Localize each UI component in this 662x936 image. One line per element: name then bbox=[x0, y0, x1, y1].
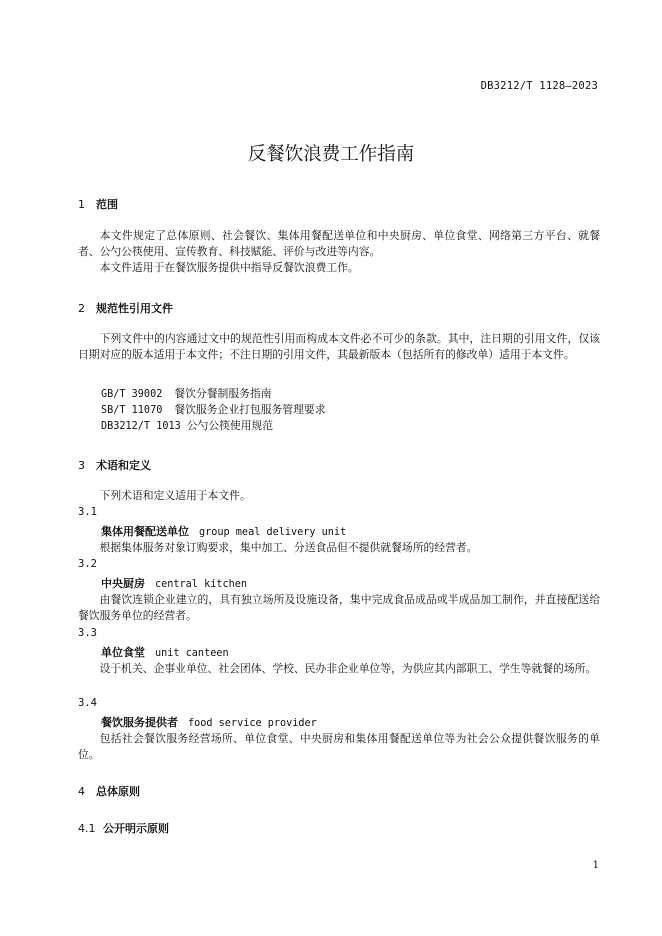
reference-item bbox=[101, 386, 272, 401]
section-number: 4 bbox=[78, 785, 85, 798]
term-number: 3.4 bbox=[78, 697, 97, 709]
reference-name: 公勺公筷使用规范 bbox=[186, 419, 274, 432]
terms-intro: 下列术语和定义适用于本文件。 bbox=[99, 489, 251, 502]
section-title: 总体原则 bbox=[96, 785, 140, 798]
term-definition: 由餐饮连锁企业建立的，具有独立场所及设施设备，集中完成食品成品或半成品加工制作，并直接配送给餐饮服务单位的经营者。 bbox=[78, 593, 600, 622]
section-4-heading bbox=[78, 783, 140, 799]
term-number: 3.3 bbox=[78, 627, 97, 639]
reference-code: GB/T 39002 bbox=[101, 389, 163, 400]
term-number: 3.2 bbox=[78, 558, 97, 570]
term-heading bbox=[101, 523, 346, 539]
section-number: 3 bbox=[78, 459, 85, 472]
term-definition: 包括社会餐饮服务经营场所、单位食堂、中央厨房和集体用餐配送单位等为社会公众提供餐饮服务的单位。 bbox=[78, 732, 600, 761]
page-number: 1 bbox=[592, 860, 599, 871]
section-number: 4.1 bbox=[78, 822, 96, 835]
term-heading bbox=[101, 714, 317, 730]
term-chinese: 单位食堂 bbox=[101, 646, 145, 659]
section-number: 2 bbox=[78, 302, 85, 315]
term-definition: 根据集体服务对象订购要求，集中加工、分送食品但不提供就餐场所的经营者。 bbox=[99, 541, 478, 554]
section-3-heading bbox=[78, 457, 151, 473]
references-intro: 下列文件中的内容通过文中的规范性引用而构成本文件必不可少的条款。其中，注日期的引用文件，仅该日期对应的版本适用于本文件；不注日期的引用文件，其最新版本（包括所有的修改单）适用于本文件。 bbox=[78, 332, 600, 361]
section-title: 公开明示原则 bbox=[103, 822, 169, 835]
reference-name: 餐饮服务企业打包服务管理要求 bbox=[174, 403, 326, 416]
reference-item bbox=[101, 402, 326, 417]
document-title: 反餐饮浪费工作指南 bbox=[247, 144, 415, 165]
reference-code: SB/T 11070 bbox=[101, 405, 163, 416]
term-number: 3.1 bbox=[78, 506, 97, 518]
scope-paragraph-1: 本文件规定了总体原则、社会餐饮、集体用餐配送单位和中央厨房、单位食堂、网络第三方平台、就餐者、公勺公筷使用、宣传教育、科技赋能、评价与改进等内容。 bbox=[78, 229, 600, 258]
scope-paragraph-2: 本文件适用于在餐饮服务提供中指导反餐饮浪费工作。 bbox=[99, 261, 359, 274]
term-english: food service provider bbox=[188, 718, 317, 729]
term-english: unit canteen bbox=[155, 648, 229, 659]
term-heading bbox=[101, 575, 247, 591]
section-1-heading bbox=[78, 196, 118, 212]
term-chinese: 餐饮服务提供者 bbox=[101, 716, 178, 729]
term-english: group meal delivery unit bbox=[199, 527, 347, 538]
section-title: 术语和定义 bbox=[96, 459, 151, 472]
term-english: central kitchen bbox=[155, 579, 248, 590]
document-number: DB3212/T 1128—2023 bbox=[480, 80, 598, 92]
reference-name: 餐饮分餐制服务指南 bbox=[174, 387, 272, 400]
section-title: 规范性引用文件 bbox=[96, 302, 173, 315]
term-chinese: 中央厨房 bbox=[101, 577, 145, 590]
term-definition: 设于机关、企事业单位、社会团体、学校、民办非企业单位等，为供应其内部职工、学生等就餐的场所。 bbox=[99, 662, 597, 675]
term-chinese: 集体用餐配送单位 bbox=[101, 525, 189, 538]
reference-code: DB3212/T 1013 bbox=[101, 421, 181, 432]
reference-item bbox=[101, 418, 273, 433]
section-title: 范围 bbox=[96, 198, 118, 211]
section-2-heading bbox=[78, 300, 173, 316]
section-number: 1 bbox=[78, 198, 85, 211]
term-heading bbox=[101, 644, 229, 660]
section-4-1-heading bbox=[78, 820, 169, 836]
